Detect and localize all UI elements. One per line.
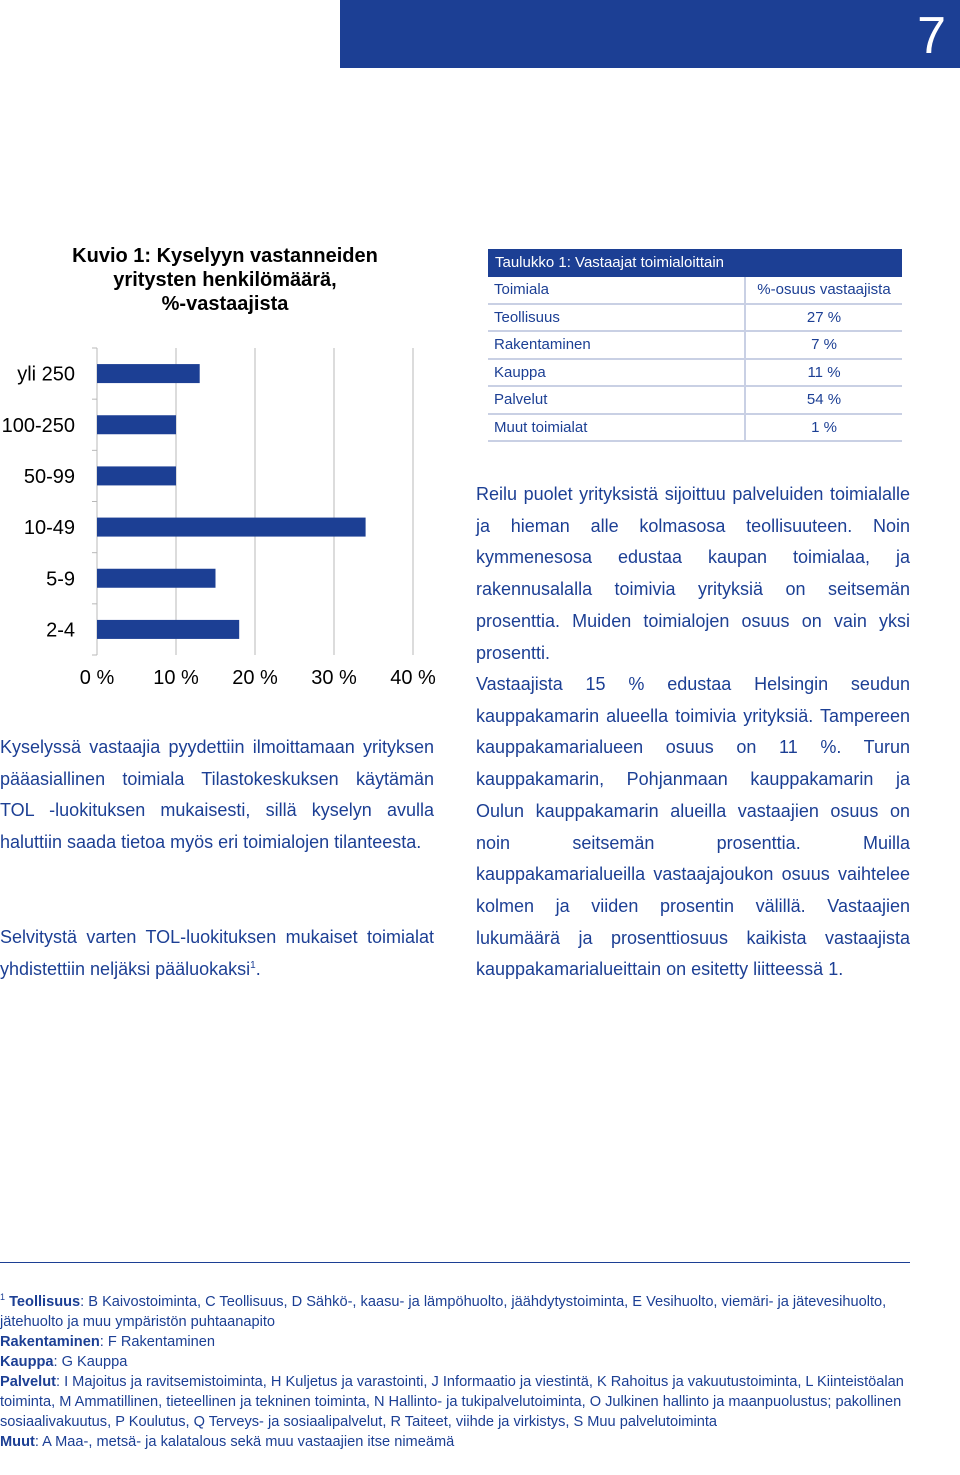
footnote-text: : B Kaivostoiminta, C Teollisuus, D Sähkö-, kaasu- ja lämpöhuolto, jäähdytystoiminta, E Vesihuolto, viemäri- ja jätevesihuolto, jätehuolto ja muu ympäristön puhtaanapito [0, 1294, 887, 1330]
table-header-industry: Toimiala [488, 277, 745, 304]
table-cell-share: 54 % [745, 386, 902, 414]
footnote-text: : F Rakentaminen [99, 1334, 215, 1350]
table-cell-share: 11 % [745, 359, 902, 387]
page-number-banner [340, 0, 960, 68]
category-label: 5-9 [46, 568, 75, 591]
footnote-label: Muut [0, 1434, 35, 1450]
table-cell-industry: Teollisuus [488, 304, 745, 332]
table-cell-industry: Palvelut [488, 386, 745, 414]
footnote-divider [0, 1262, 910, 1263]
table-row [488, 304, 902, 332]
x-tick-label: 20 % [232, 667, 278, 689]
table-cell-share: 1 % [745, 414, 902, 442]
table-header-row [488, 277, 902, 304]
x-tick-label: 40 % [390, 667, 436, 689]
x-tick-label: 30 % [311, 667, 357, 689]
right-paragraph-1-text: Reilu puolet yrityksistä sijoittuu palveluiden toimialalle ja hieman alle kolmasosa teollisuuteen. Noin kymmenesosa edustaa kaupan toimialaa, ja rakennusalalla toimivia yrityksiä on seitsemän prosenttia. Muiden toimialojen osuus on vain yksi prosentti. [476, 484, 910, 663]
table-cell-industry: Kauppa [488, 359, 745, 387]
table-row [488, 331, 902, 359]
page-number: 7 [917, 7, 946, 65]
footnote-text: : A Maa-, metsä- ja kalatalous sekä muu vastaajien itse nimeämä [34, 1434, 455, 1450]
left-paragraph-1-text: Kyselyssä vastaajia pyydettiin ilmoittamaan yrityksen pääasiallinen toimiala Tilastokeskuksen käytämän TOL -luokituksen mukaisesti, sillä kyselyn avulla haluttiin saada tietoa myös eri toimialojen tilanteesta. [0, 737, 434, 853]
footnote-item-palvelut [0, 1372, 912, 1432]
category-label: 2-4 [46, 619, 75, 642]
table-cell-industry: Rakentaminen [488, 331, 745, 359]
table-cell-share: 27 % [745, 304, 902, 332]
table-row [488, 414, 902, 442]
table-cell-industry: Muut toimialat [488, 414, 745, 442]
left-paragraph-2 [0, 922, 434, 985]
right-paragraph-2-text: Vastaajista 15 % edustaa Helsingin seudun kauppakamarin alueella toimivia yrityksiä. Tampereen kauppakamarialueen osuus on 11 %. Turun kauppakamarin, Pohjanmaan kauppakamarin ja Oulun kauppakamarin alueilla vastaajien osuus on noin seitsemän prosenttia. Muilla kauppakamarialueilla vastaajajoukon osuus vaihtelee kolmen ja viiden prosentin välillä. Vastaajien lukumäärä ja prosenttiosuus kaikista vastaajista kauppakamarialueittain on esitetty liitteessä 1. [476, 674, 910, 980]
bar [97, 569, 216, 588]
industry-table [488, 249, 902, 442]
footnote-item-teollisuus [0, 1292, 912, 1332]
category-label: 100-250 [1, 414, 75, 437]
table-caption: Taulukko 1: Vastaajat toimialoittain [488, 249, 902, 277]
right-paragraph-1 [476, 479, 910, 669]
footnote-label: Kauppa [0, 1354, 54, 1370]
bar [97, 620, 239, 639]
left-paragraph-1 [0, 732, 434, 859]
footnote-label: Rakentaminen [0, 1334, 100, 1350]
table-row [488, 359, 902, 387]
left-paragraph-2-body: Selvitystä varten TOL-luokituksen mukaiset toimialat yhdistettiin neljäksi pääluokaksi [0, 927, 434, 979]
table-header-share: %-osuus vastaajista [745, 277, 902, 304]
footnote-item-muut [0, 1432, 912, 1452]
bar [97, 518, 366, 537]
table-row [488, 386, 902, 414]
footnote-item-kauppa [0, 1352, 912, 1372]
footnote-item-rakentaminen [0, 1332, 912, 1352]
bar [97, 364, 200, 383]
chart-title [40, 244, 410, 316]
bar-chart [0, 330, 450, 700]
left-paragraph-2-end: . [255, 958, 261, 979]
table-cell-share: 7 % [745, 331, 902, 359]
right-paragraph-2 [476, 669, 910, 986]
category-label: yli 250 [17, 363, 75, 386]
footnote-label: Palvelut [0, 1374, 56, 1390]
footnote [0, 1292, 912, 1452]
footnote-text: : I Majoitus ja ravitsemistoiminta, H Kuljetus ja varastointi, J Informaatio ja viestintä, K Rahoitus ja vakuutustoiminta, L Kiinteistöalan toiminta, M Ammatillinen, tieteellinen ja tekninen toiminta, N Hallinto- ja tukipalvelutoiminta, O Julkinen hallinto ja maanpuolustus; pakollinen sosiaalivakuutus, P Koulutus, Q Terveys- ja sosiaalipalvelut, R Taiteet, viihde ja virkistys, S Muu palvelutoiminta [0, 1374, 904, 1430]
chart-title-line-1: Kuvio 1: Kyselyyn vastanneiden [72, 245, 378, 267]
footnote-reference: 1 [250, 959, 256, 971]
bar [97, 415, 176, 434]
footnote-marker: 1 [0, 1292, 6, 1303]
chart-title-line-2: yritysten henkilömäärä, [113, 269, 337, 291]
x-tick-label: 0 % [79, 667, 115, 689]
footnote-text: : G Kauppa [53, 1354, 128, 1370]
footnote-label: Teollisuus [9, 1294, 81, 1310]
x-tick-label: 10 % [153, 667, 199, 689]
category-label: 10-49 [23, 517, 75, 540]
left-paragraph-2-text [0, 922, 434, 985]
bar [97, 466, 176, 485]
chart-title-line-3: %-vastaajista [161, 293, 289, 315]
category-label: 50-99 [23, 465, 75, 488]
